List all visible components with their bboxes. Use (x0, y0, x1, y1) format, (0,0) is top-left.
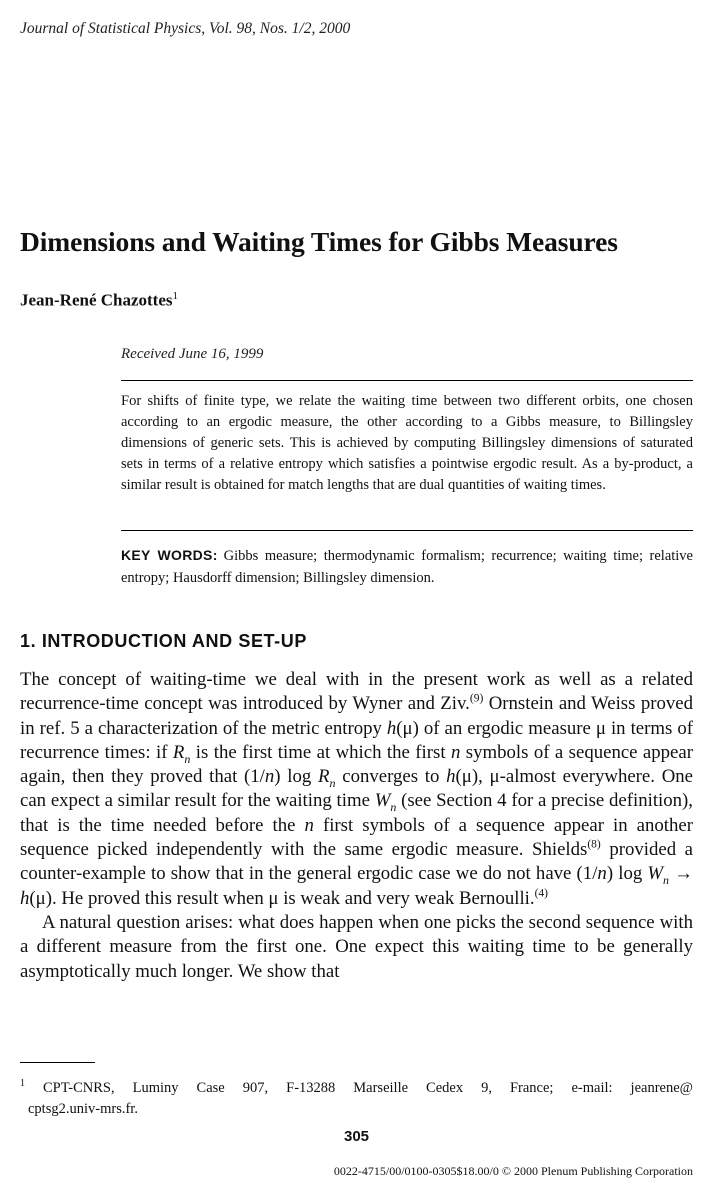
keywords-label: KEY WORDS: (121, 547, 218, 563)
keywords (121, 544, 693, 589)
keywords-text: Gibbs measure; thermodynamic formalism; recurrence; waiting time; relative entropy; Hausdorff dimension; Billingsley dimension. (121, 548, 693, 586)
journal-header: Journal of Statistical Physics, Vol. 98, Nos. 1/2, 2000 (20, 20, 351, 37)
footnote-line-2: cptsg2.univ-mrs.fr. (28, 1100, 138, 1117)
section-heading: 1. INTRODUCTION AND SET-UP (20, 631, 307, 651)
abstract-top-rule (121, 380, 693, 381)
footnote-rule (20, 1062, 95, 1063)
author-name: Jean-René Chazottes (20, 290, 173, 310)
body-text (20, 668, 693, 984)
paragraph-1: The concept of waiting-time we deal with in the present work as well as a related recurrence-time concept was introduced by Wyner and Ziv.$^{(9)}$ Ornstein and Weiss proved in ref. 5 a characterization of the metric entropy h(μ) of an ergodic measure μ in terms of recurrence times: if $R_n$ is the first time at which the first n symbols of a sequence appear again, then they proved that (1/n) $\log R_n$ converges to h(μ), μ-almost everywhere. One can expect a similar result for the waiting time $W_n$ (see Section 4 for a precise definition), that is the time needed before the n first symbols of a sequence appear in another sequence picked independently with the same ergodic measure. Shields$^{(8)}$ provided a counter-example to show that in the general ergodic case we do not have (1/n) $\log W_n \to h(\mu)$. He proved this result when μ is weak and very weak Bernoulli.$^{(4)}$ (20, 669, 693, 909)
footnote (20, 1073, 693, 1120)
received-date: Received June 16, 1999 (121, 346, 264, 362)
paper-title: Dimensions and Waiting Times for Gibbs Measures (20, 226, 618, 257)
footnote-line-1: $^1$ CPT-CNRS, Luminy Case 907, F-13288 Marseille Cedex 9, France; e-mail: jeanrene@ (20, 1078, 693, 1096)
abstract-bottom-rule (121, 530, 693, 531)
paragraph-2: A natural question arises: what does happen when one picks the second sequence with a different measure from the first one. One expect this waiting time to be generally asymptotically much longer. We show that (20, 911, 693, 982)
footnote-mark: 1 (20, 1078, 25, 1089)
abstract: For shifts of finite type, we relate the waiting time between two different orbits, one chosen according to an ergodic measure, the other according to a Gibbs measure, to Billingsley dimensions of generic sets. This is achieved by computing Billingsley dimensions of saturated sets in terms of a relative entropy which satisfies a pointwise ergodic result. As a by-product, a similar result is obtained for match lengths that are dual quantities of waiting times. (121, 393, 693, 493)
author-line (20, 290, 178, 311)
page-number: 305 (343, 1128, 370, 1145)
copyright-line: 0022-4715/00/0100-0305$18.00/0 © 2000 Plenum Publishing Corporation (333, 1164, 693, 1178)
author-footnote-mark: 1 (172, 290, 178, 302)
